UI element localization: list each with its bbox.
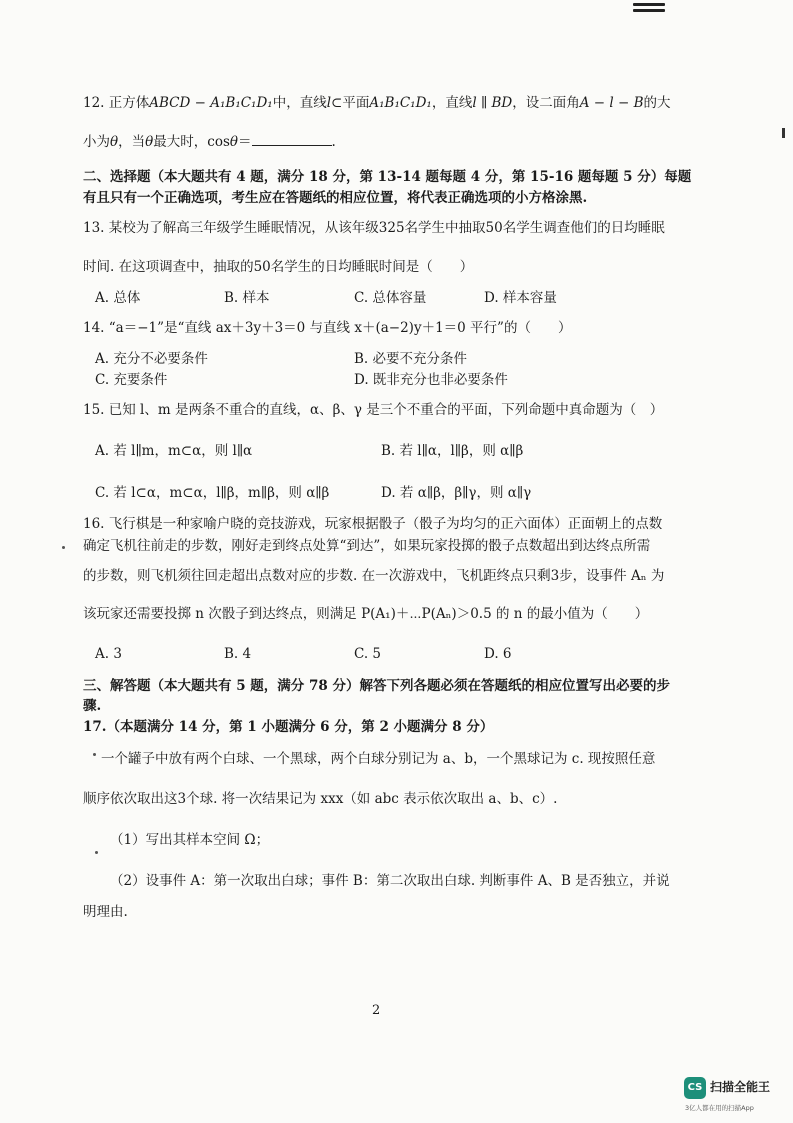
q13-line2: 时间. 在这项调查中，抽取的50名学生的日均睡眠时间是（ ） — [83, 259, 474, 275]
scan-edge-mark — [782, 128, 785, 138]
scan-dot — [62, 546, 65, 549]
q14-option-a: A. 充分不必要条件 — [95, 351, 208, 367]
q17-line2: 顺序依次取出这3个球. 将一次结果记为 xxx（如 abc 表示依次取出 a、b、c）. — [83, 791, 558, 807]
q16-line4: 该玩家还需要投掷 n 次骰子到达终点，则满足 P(A₁)＋⋯P(Aₙ)＞0.5 的 n 的最小值为（ ） — [83, 606, 649, 622]
q17-part2-line1: （2）设事件 A：第一次取出白球；事件 B：第二次取出白球. 判断事件 A、B 是否独立，并说 — [110, 873, 670, 889]
q15-option-d: D. 若 α∥β，β∥γ，则 α∥γ — [381, 485, 532, 501]
camscanner-tagline: 3亿人都在用的扫描App — [685, 1104, 754, 1112]
q17-line1: 一个罐子中放有两个白球、一个黑球，两个白球分别记为 a、b，一个黑球记为 c. 现按照任意 — [101, 751, 656, 767]
q13-option-c: C. 总体容量 — [354, 290, 427, 306]
camscanner-logo-icon: CS — [684, 1077, 706, 1099]
scan-dot — [95, 851, 98, 854]
q17-title: 17.（本题满分 14 分，第 1 小题满分 6 分，第 2 小题满分 8 分） — [83, 719, 494, 735]
section2-header-line2: 有且只有一个正确选项，考生应在答题纸的相应位置，将代表正确选项的小方格涂黑. — [83, 190, 588, 206]
q14-stem: 14. “a＝−1”是“直线 ax＋3y＋3＝0 与直线 x＋(a−2)y＋1＝0 平行”的（ ） — [83, 320, 572, 336]
page-number: 2 — [372, 1003, 381, 1018]
scan-dot — [93, 753, 96, 756]
q14-option-b: B. 必要不充分条件 — [354, 351, 468, 367]
q15-option-b: B. 若 l∥α，l∥β，则 α∥β — [381, 443, 524, 459]
q17-part1: （1）写出其样本空间 Ω； — [110, 832, 270, 848]
scan-artifact — [633, 3, 665, 13]
answer-blank — [252, 133, 332, 146]
q15-option-c: C. 若 l⊂α，m⊂α，l∥β，m∥β，则 α∥β — [95, 485, 330, 501]
section2-header-line1: 二、选择题（本大题共有 4 题，满分 18 分，第 13-14 题每题 4 分，第 15-16 题每题 5 分）每题 — [83, 169, 692, 185]
q16-line2: 确定飞机往前走的步数，刚好走到终点处算“到达”，如果玩家投掷的骰子点数超出到达终点所需 — [83, 538, 651, 554]
q13-line1: 13. 某校为了解高三年级学生睡眠情况，从该年级325名学生中抽取50名学生调查他们的日均睡眠 — [83, 220, 665, 236]
q15-stem: 15. 已知 l、m 是两条不重合的直线，α、β、γ 是三个不重合的平面，下列命题中真命题为（ ） — [83, 402, 664, 418]
q14-option-d: D. 既非充分也非必要条件 — [354, 372, 508, 388]
q16-option-c: C. 5 — [354, 646, 382, 662]
q16-line1: 16. 飞行棋是一种家喻户晓的竞技游戏，玩家根据骰子（骰子为均匀的正六面体）正面朝上的点数 — [83, 516, 663, 532]
q16-option-b: B. 4 — [224, 646, 252, 662]
q16-line3: 的步数，则飞机须往回走超出点数对应的步数. 在一次游戏中，飞机距终点只剩3步，设事件 Aₙ 为 — [83, 568, 665, 584]
q16-option-d: D. 6 — [484, 646, 512, 662]
q12-line1: 12. 正方体ABCD − A₁B₁C₁D₁中，直线l⊂平面A₁B₁C₁D₁，直线l ∥ BD，设二面角A − l − B的大 — [83, 95, 671, 111]
q13-option-b: B. 样本 — [224, 290, 270, 306]
q14-option-c: C. 充要条件 — [95, 372, 168, 388]
camscanner-name: 扫描全能王 — [710, 1080, 771, 1094]
section3-header-line1: 三、解答题（本大题共有 5 题，满分 78 分）解答下列各题必须在答题纸的相应位置写出必要的步 — [83, 678, 670, 694]
q17-part2-line2: 明理由. — [83, 904, 128, 920]
section3-header-line2: 骤. — [83, 698, 102, 714]
q13-option-a: A. 总体 — [95, 290, 141, 306]
q15-option-a: A. 若 l∥m，m⊂α，则 l∥α — [95, 443, 253, 459]
q13-option-d: D. 样本容量 — [484, 290, 557, 306]
q12-line2: 小为θ，当θ最大时，cosθ＝ . — [83, 134, 336, 150]
q16-option-a: A. 3 — [95, 646, 122, 662]
